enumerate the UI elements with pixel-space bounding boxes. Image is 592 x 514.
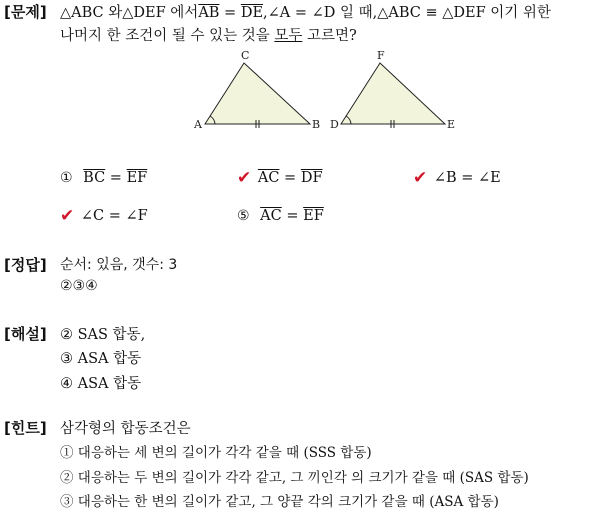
hint-line-4: ③ 대응하는 한 변의 길이가 같고, 그 양끝 각의 크기가 같을 때 (ASA 합동) (60, 494, 499, 510)
option-2-seg-2: $\overline{DF}$ (300, 170, 323, 186)
option-1-number: ① (60, 170, 73, 186)
option-4-text: ∠C = ∠F (80, 208, 148, 224)
option-1-seg-2: $\overline{EF}$ (126, 170, 148, 186)
problem-text-d: 고르면? (302, 28, 357, 44)
hint-line-1: 삼각형의 합동조건은 (60, 421, 191, 437)
option-5-number: ⑤ (237, 208, 250, 224)
answer-line-2: ②③④ (60, 278, 98, 294)
vertex-d: D (330, 118, 339, 131)
vertex-f: F (377, 50, 385, 62)
hint-label: [힌트] (4, 419, 47, 437)
option-3[interactable] (413, 168, 501, 188)
check-mark-icon: ✔ (60, 206, 75, 226)
problem-label: [문제] (4, 3, 47, 21)
problem-line-2 (60, 24, 357, 45)
answer-label: [정답] (4, 256, 47, 274)
option-1[interactable] (60, 170, 147, 186)
option-2[interactable] (237, 168, 323, 188)
explain-line-1: ② SAS 합동, (60, 327, 146, 343)
option-5[interactable] (237, 208, 324, 224)
hint-line-2: ① 대응하는 세 변의 길이가 각각 같을 때 (SSS 합동) (60, 445, 372, 461)
check-mark-icon: ✔ (413, 168, 428, 188)
vertex-b: B (312, 118, 321, 131)
option-4[interactable] (60, 206, 148, 226)
segment-ab: $\overline{AB}$ (198, 5, 220, 21)
option-1-eq: = (105, 170, 127, 186)
option-5-seg-2: $\overline{EF}$ (303, 208, 324, 224)
vertex-e: E (447, 118, 456, 131)
problem-text-b: ,∠A = ∠D 일 때,△ABC ≡ △DEF 이기 위한 (263, 5, 551, 21)
option-5-seg-1: $\overline{AC}$ (260, 208, 282, 224)
answer-line-1: 순서: 있음, 갯수: 3 (60, 257, 178, 273)
option-3-text: ∠B = ∠E (433, 170, 501, 186)
equals: = (219, 5, 241, 21)
problem-line-1 (60, 1, 551, 22)
vertex-c: C (241, 50, 250, 62)
option-2-seg-1: $\overline{AC}$ (257, 170, 280, 186)
underlined-all: 모두 (274, 28, 303, 44)
triangle-abc (205, 63, 310, 124)
problem-text-a: △ABC 와△DEF 에서 (60, 5, 199, 21)
problem-text-c: 나머지 한 조건이 될 수 있는 것을 (60, 28, 275, 44)
option-2-eq: = (279, 170, 301, 186)
segment-de: $\overline{DE}$ (240, 5, 264, 21)
explain-line-2: ③ ASA 합동 (60, 351, 142, 367)
vertex-a: A (194, 118, 202, 131)
option-1-seg-1: $\overline{BC}$ (83, 170, 106, 186)
check-mark-icon: ✔ (237, 168, 252, 188)
triangle-def (341, 63, 445, 124)
explain-line-3: ④ ASA 합동 (60, 376, 142, 392)
option-5-eq: = (281, 208, 304, 224)
hint-line-3: ② 대응하는 두 변의 길이가 각각 같고, 그 끼인각 의 크기가 같을 때 (SAS 합동) (60, 470, 529, 486)
explain-label: [해설] (4, 325, 47, 343)
